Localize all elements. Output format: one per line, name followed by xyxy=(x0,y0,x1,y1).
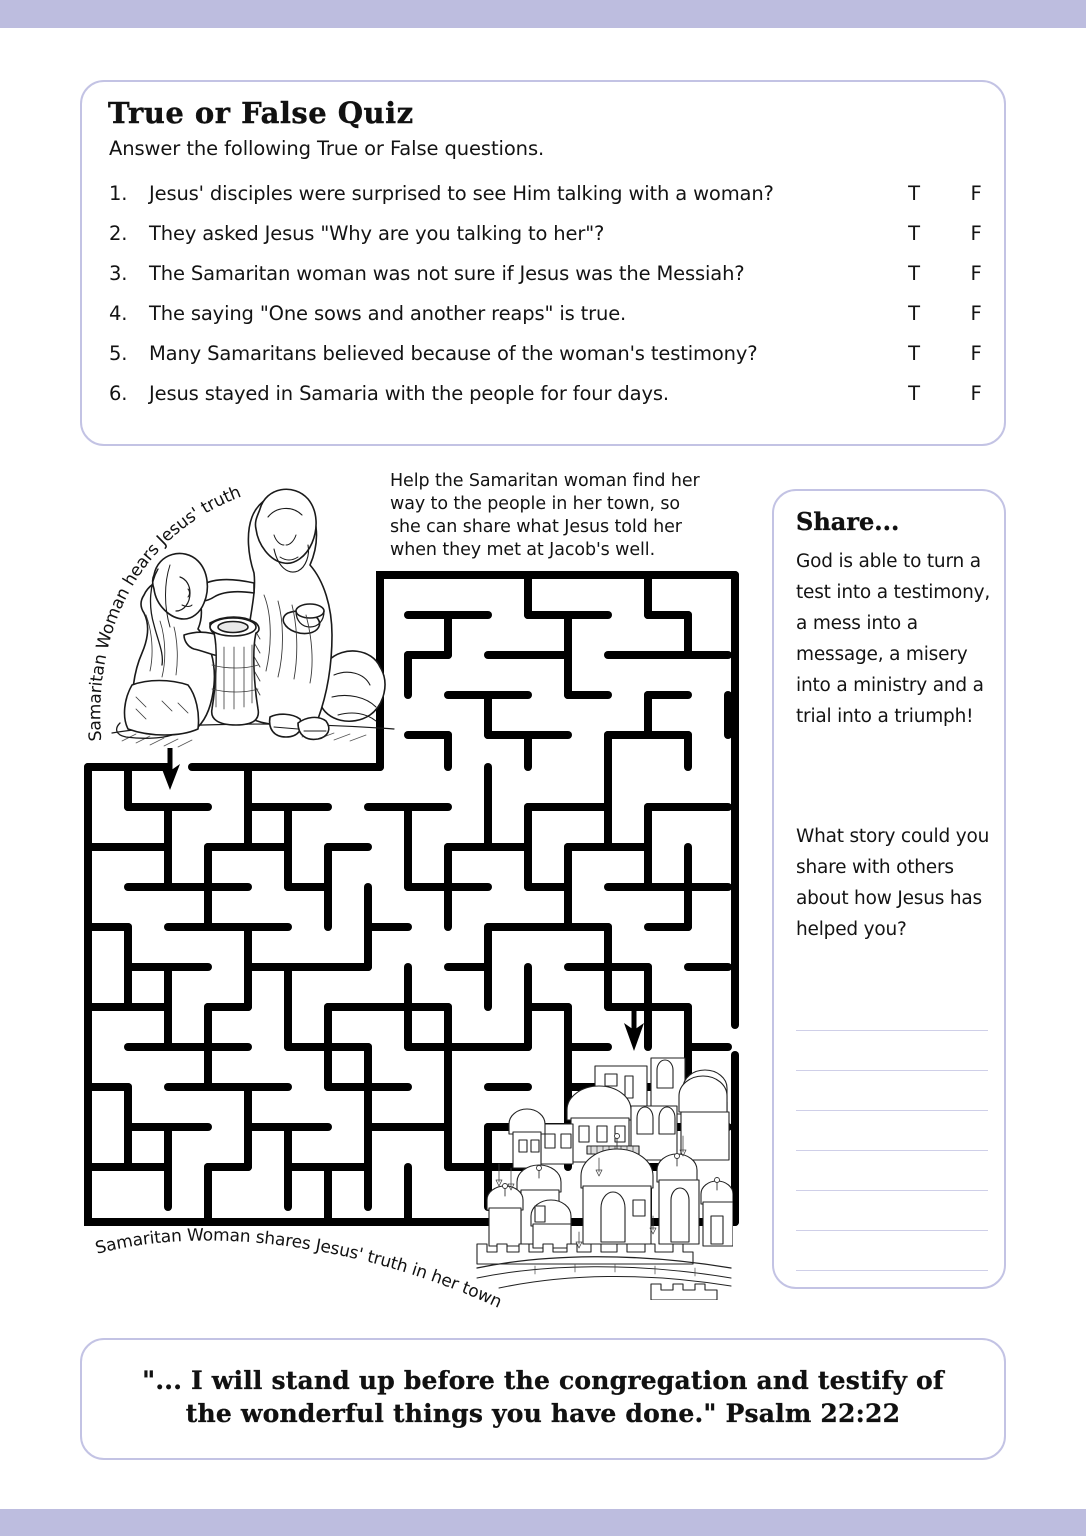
quiz-subtitle: Answer the following True or False questions. xyxy=(109,137,545,160)
quiz-question-list xyxy=(109,182,989,422)
answer-false-option[interactable]: F xyxy=(970,382,982,405)
writing-line[interactable] xyxy=(796,991,988,1031)
writing-line[interactable] xyxy=(796,1151,988,1191)
share-paragraph-2: What story could you share with others about how Jesus has helped you? xyxy=(796,826,990,940)
answer-true-option[interactable]: T xyxy=(908,302,920,325)
question-number: 6. xyxy=(109,382,128,405)
answer-false-option[interactable]: F xyxy=(970,302,982,325)
maze-instructions: Help the Samaritan woman find her way to the people in her town, so she can share what Jesus told her when they met at Jacob's well. xyxy=(390,471,700,560)
question-text: Jesus' disciples were surprised to see Him talking with a woman? xyxy=(149,182,774,205)
verse-line-2: the wonderful things you have done." Psalm 22:22 xyxy=(185,1399,901,1428)
answer-false-option[interactable]: F xyxy=(970,262,982,285)
question-text: They asked Jesus "Why are you talking to her"? xyxy=(149,222,605,245)
caption-bottom-text: Samaritan Woman shares Jesus' truth in her town xyxy=(93,1225,505,1313)
quiz-row xyxy=(109,302,989,342)
quiz-row xyxy=(109,382,989,422)
answer-true-option[interactable]: T xyxy=(908,342,920,365)
question-number: 1. xyxy=(109,182,128,205)
question-number: 5. xyxy=(109,342,128,365)
quiz-title: True or False Quiz xyxy=(108,96,414,130)
answer-false-option[interactable]: F xyxy=(970,342,982,365)
samaritan-town-illustration xyxy=(475,1040,733,1300)
quiz-row xyxy=(109,342,989,382)
bible-verse-panel xyxy=(80,1338,1006,1460)
question-text: Jesus stayed in Samaria with the people for four days. xyxy=(149,382,669,405)
answer-true-option[interactable]: T xyxy=(908,182,920,205)
quiz-row xyxy=(109,182,989,222)
share-writing-lines[interactable] xyxy=(796,991,988,1271)
share-panel xyxy=(772,489,1006,1289)
verse-text xyxy=(96,1364,990,1430)
share-title: Share... xyxy=(796,507,900,536)
jesus-and-samaritan-woman-illustration xyxy=(102,465,402,765)
question-number: 3. xyxy=(109,262,128,285)
maze-activity-area xyxy=(80,455,760,1315)
question-number: 4. xyxy=(109,302,128,325)
writing-line[interactable] xyxy=(796,1071,988,1111)
share-paragraph-1: God is able to turn a test into a testimony, a mess into a message, a misery into a ministry and a trial into a triumph! xyxy=(796,551,991,727)
answer-true-option[interactable]: T xyxy=(908,262,920,285)
quiz-row xyxy=(109,222,989,262)
writing-line[interactable] xyxy=(796,1111,988,1151)
writing-line[interactable] xyxy=(796,1191,988,1231)
question-text: The saying "One sows and another reaps" is true. xyxy=(149,302,627,325)
top-edge-bar xyxy=(0,0,1086,28)
answer-false-option[interactable]: F xyxy=(970,182,982,205)
writing-line[interactable] xyxy=(796,1231,988,1271)
question-text: Many Samaritans believed because of the woman's testimony? xyxy=(149,342,758,365)
answer-true-option[interactable]: T xyxy=(908,382,920,405)
verse-line-1: "... I will stand up before the congregation and testify of xyxy=(142,1366,944,1395)
question-text: The Samaritan woman was not sure if Jesus was the Messiah? xyxy=(149,262,745,285)
true-false-quiz-panel xyxy=(80,80,1006,446)
answer-false-option[interactable]: F xyxy=(970,222,982,245)
writing-line[interactable] xyxy=(796,1031,988,1071)
answer-true-option[interactable]: T xyxy=(908,222,920,245)
bottom-edge-bar xyxy=(0,1509,1086,1536)
quiz-row xyxy=(109,262,989,302)
question-number: 2. xyxy=(109,222,128,245)
caption-top-text: Samaritan Woman hears Jesus' truth xyxy=(85,482,244,743)
